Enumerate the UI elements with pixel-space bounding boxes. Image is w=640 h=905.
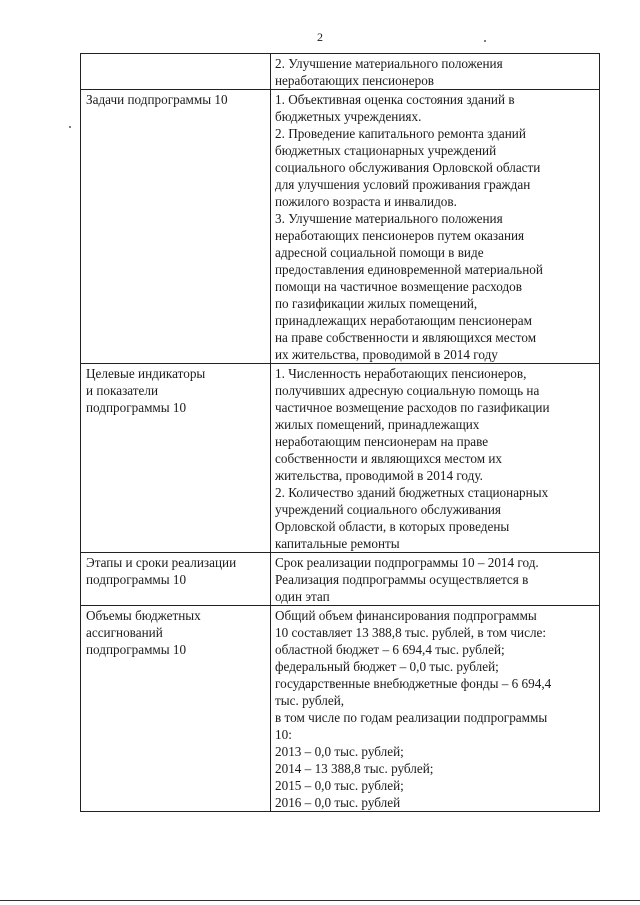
row-label-line: подпрограммы 10 [86,572,187,587]
passport-table [80,53,600,812]
row-label-cell [81,553,271,606]
row-content-line: 2. Проведение капитального ремонта зданий [275,126,526,141]
row-content-cell [271,54,600,90]
row-content-line: 2015 – 0,0 тыс. рублей; [275,778,404,793]
row-content-line: неработающих пенсионеров [275,73,435,88]
row-content-line: помощи на частичное возмещение расходов [275,279,522,294]
row-content-line: 10: [275,727,292,742]
page-bottom-edge [0,900,640,901]
row-content-line: Реализация подпрограммы осуществляется в [275,572,529,587]
row-label-line: Этапы и сроки реализации [86,555,237,570]
row-content-line: 2013 – 0,0 тыс. рублей; [275,744,404,759]
row-content-line: один этап [275,589,330,604]
table-row [81,54,600,90]
row-content-cell [271,606,600,812]
table-row [81,606,600,812]
row-content-line: для улучшения условий проживания граждан [275,177,531,192]
table-row [81,364,600,553]
row-content-line: в том числе по годам реализации подпрограммы [275,710,548,725]
row-content-line: неработающих пенсионеров путем оказания [275,228,525,243]
row-label-line: Задачи подпрограммы 10 [86,92,228,107]
row-content-line: 1. Численность неработающих пенсионеров, [275,366,527,381]
row-content-line: собственности и являющихся местом их [275,451,503,466]
page-number: 2 [317,30,323,44]
row-label-line: Целевые индикаторы [86,366,206,381]
scan-speck [484,40,486,42]
row-label-cell [81,606,271,812]
row-label-cell [81,54,271,90]
row-content-line: жительства, проводимой в 2014 году. [275,468,483,483]
row-content-line: государственные внебюджетные фонды – 6 694,4 [275,676,552,691]
row-content-line: на праве собственности и являющихся местом [275,330,537,345]
passport-table-body [81,54,600,812]
row-content-line: бюджетных стационарных учреждений [275,143,497,158]
row-content-line: частичное возмещение расходов по газификации [275,400,550,415]
row-content-line: федеральный бюджет – 0,0 тыс. рублей; [275,659,499,674]
row-label-line: подпрограммы 10 [86,400,187,415]
row-content-line: Срок реализации подпрограммы 10 – 2014 год. [275,555,539,570]
row-content-line: 2. Улучшение материального положения [275,56,503,71]
row-content-line: бюджетных учреждениях. [275,109,422,124]
scan-speck [69,126,71,128]
row-content-line: их жительства, проводимой в 2014 году [275,347,498,362]
row-content-line: 2016 – 0,0 тыс. рублей [275,795,401,810]
row-content-line: социального обслуживания Орловской области [275,160,541,175]
row-content-line: 2014 – 13 388,8 тыс. рублей; [275,761,434,776]
row-label-cell [81,90,271,364]
row-label-line: Объемы бюджетных [86,608,201,623]
row-label-line: ассигнований [86,625,163,640]
row-content-cell [271,90,600,364]
table-row [81,553,600,606]
row-label-line: подпрограммы 10 [86,642,187,657]
row-content-line: Орловской области, в которых проведены [275,519,510,534]
row-content-line: пожилого возраста и инвалидов. [275,194,457,209]
row-content-line: 1. Объективная оценка состояния зданий в [275,92,515,107]
row-content-line: учреждений социального обслуживания [275,502,501,517]
row-content-line: 3. Улучшение материального положения [275,211,503,226]
row-content-line: принадлежащих неработающим пенсионерам [275,313,532,328]
row-label-cell [81,364,271,553]
row-content-line: областной бюджет – 6 694,4 тыс. рублей; [275,642,505,657]
row-content-line: 10 составляет 13 388,8 тыс. рублей, в том числе: [275,625,547,640]
row-content-line: получивших адресную социальную помощь на [275,383,540,398]
row-content-line: тыс. рублей, [275,693,345,708]
row-content-line: предоставления единовременной материальной [275,262,543,277]
row-content-line: капитальные ремонты [275,536,400,551]
row-content-line: адресной социальной помощи в виде [275,245,484,260]
row-content-cell [271,364,600,553]
row-label-line: и показатели [86,383,159,398]
row-content-line: 2. Количество зданий бюджетных стационарных [275,485,549,500]
table-row [81,90,600,364]
row-content-line: по газификации жилых помещений, [275,296,478,311]
row-content-line: жилых помещений, принадлежащих [275,417,480,432]
row-content-line: Общий объем финансирования подпрограммы [275,608,537,623]
row-content-line: неработающим пенсионерам на праве [275,434,489,449]
row-content-cell [271,553,600,606]
